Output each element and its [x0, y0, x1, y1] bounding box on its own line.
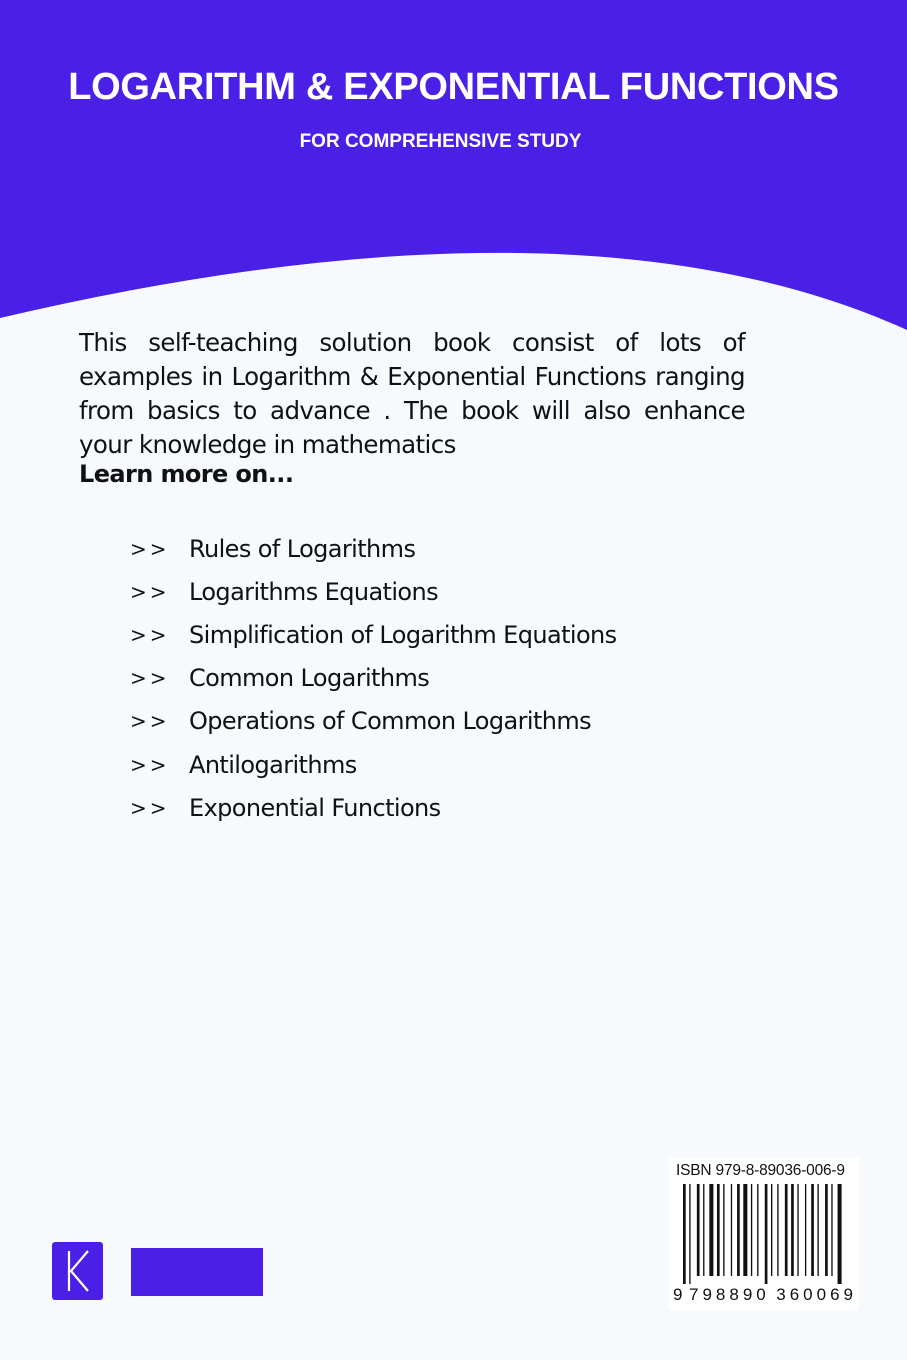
learn-more-heading: Learn more on...	[79, 460, 294, 488]
barcode-bar	[838, 1184, 842, 1284]
list-item	[130, 657, 617, 700]
isbn-barcode-box	[669, 1158, 859, 1310]
isbn-digit-lead: 9	[673, 1285, 683, 1304]
list-item	[130, 527, 617, 570]
book-subtitle: FOR COMPREHENSIVE STUDY	[299, 131, 582, 152]
book-title: LOGARITHM & EXPONENTIAL FUNCTIONS	[68, 66, 839, 108]
barcode-bar	[765, 1184, 768, 1284]
bullet-arrow: >>	[130, 666, 170, 691]
list-item	[130, 613, 617, 656]
barcode-bar	[805, 1184, 806, 1276]
barcode-bar	[817, 1184, 818, 1276]
list-item	[130, 743, 617, 786]
barcode-bar	[831, 1184, 832, 1276]
barcode-bar	[791, 1184, 794, 1276]
barcode-bar	[825, 1184, 828, 1276]
topic-label: Rules of Logarithms	[189, 534, 416, 563]
barcode-bar	[683, 1184, 686, 1284]
publisher-logo-icon	[52, 1242, 103, 1300]
barcode-bar	[709, 1184, 713, 1276]
barcode-bar	[777, 1184, 778, 1276]
barcode-bar	[703, 1184, 704, 1276]
isbn-digit-group: 360069	[776, 1285, 857, 1304]
isbn-digits	[673, 1285, 857, 1305]
barcode-icon	[669, 1182, 859, 1286]
publisher-color-block	[131, 1248, 263, 1296]
bullet-arrow: >>	[130, 709, 170, 734]
bullet-arrow: >>	[130, 536, 170, 561]
barcode-bar	[731, 1184, 732, 1276]
topic-label: Exponential Functions	[189, 793, 441, 822]
header-banner	[0, 0, 907, 340]
barcode-bar	[751, 1184, 752, 1276]
barcode-bar	[771, 1184, 772, 1276]
barcode-bar	[757, 1184, 758, 1276]
list-item	[130, 570, 617, 613]
isbn-digit-group: 798890	[689, 1285, 770, 1304]
isbn-label: ISBN 979-8-89036-006-9	[676, 1162, 845, 1179]
topic-list	[130, 527, 617, 829]
barcode-bar	[737, 1184, 740, 1276]
list-item	[130, 786, 617, 829]
topic-label: Common Logarithms	[189, 664, 430, 693]
barcode-bar	[697, 1184, 700, 1276]
barcode-bar	[717, 1184, 720, 1276]
list-item	[130, 700, 617, 743]
bullet-arrow: >>	[130, 752, 170, 777]
barcode-bar	[797, 1184, 798, 1276]
barcode-bar	[811, 1184, 814, 1276]
topic-label: Simplification of Logarithm Equations	[189, 620, 617, 649]
book-description: This self-teaching solution book consist of lots of examples in Logarithm & Exponential Functions ranging from basics to advance . The book will also enhance your knowledge in mathematics	[79, 328, 745, 459]
bullet-arrow: >>	[130, 622, 170, 647]
topic-label: Logarithms Equations	[189, 577, 439, 606]
barcode-bar	[689, 1184, 690, 1284]
bullet-arrow: >>	[130, 795, 170, 820]
barcode-bar	[743, 1184, 747, 1276]
topic-label: Operations of Common Logarithms	[189, 707, 592, 736]
barcode-bar	[785, 1184, 788, 1276]
topic-label: Antilogarithms	[189, 750, 357, 779]
barcode-bar	[723, 1184, 724, 1276]
bullet-arrow: >>	[130, 579, 170, 604]
